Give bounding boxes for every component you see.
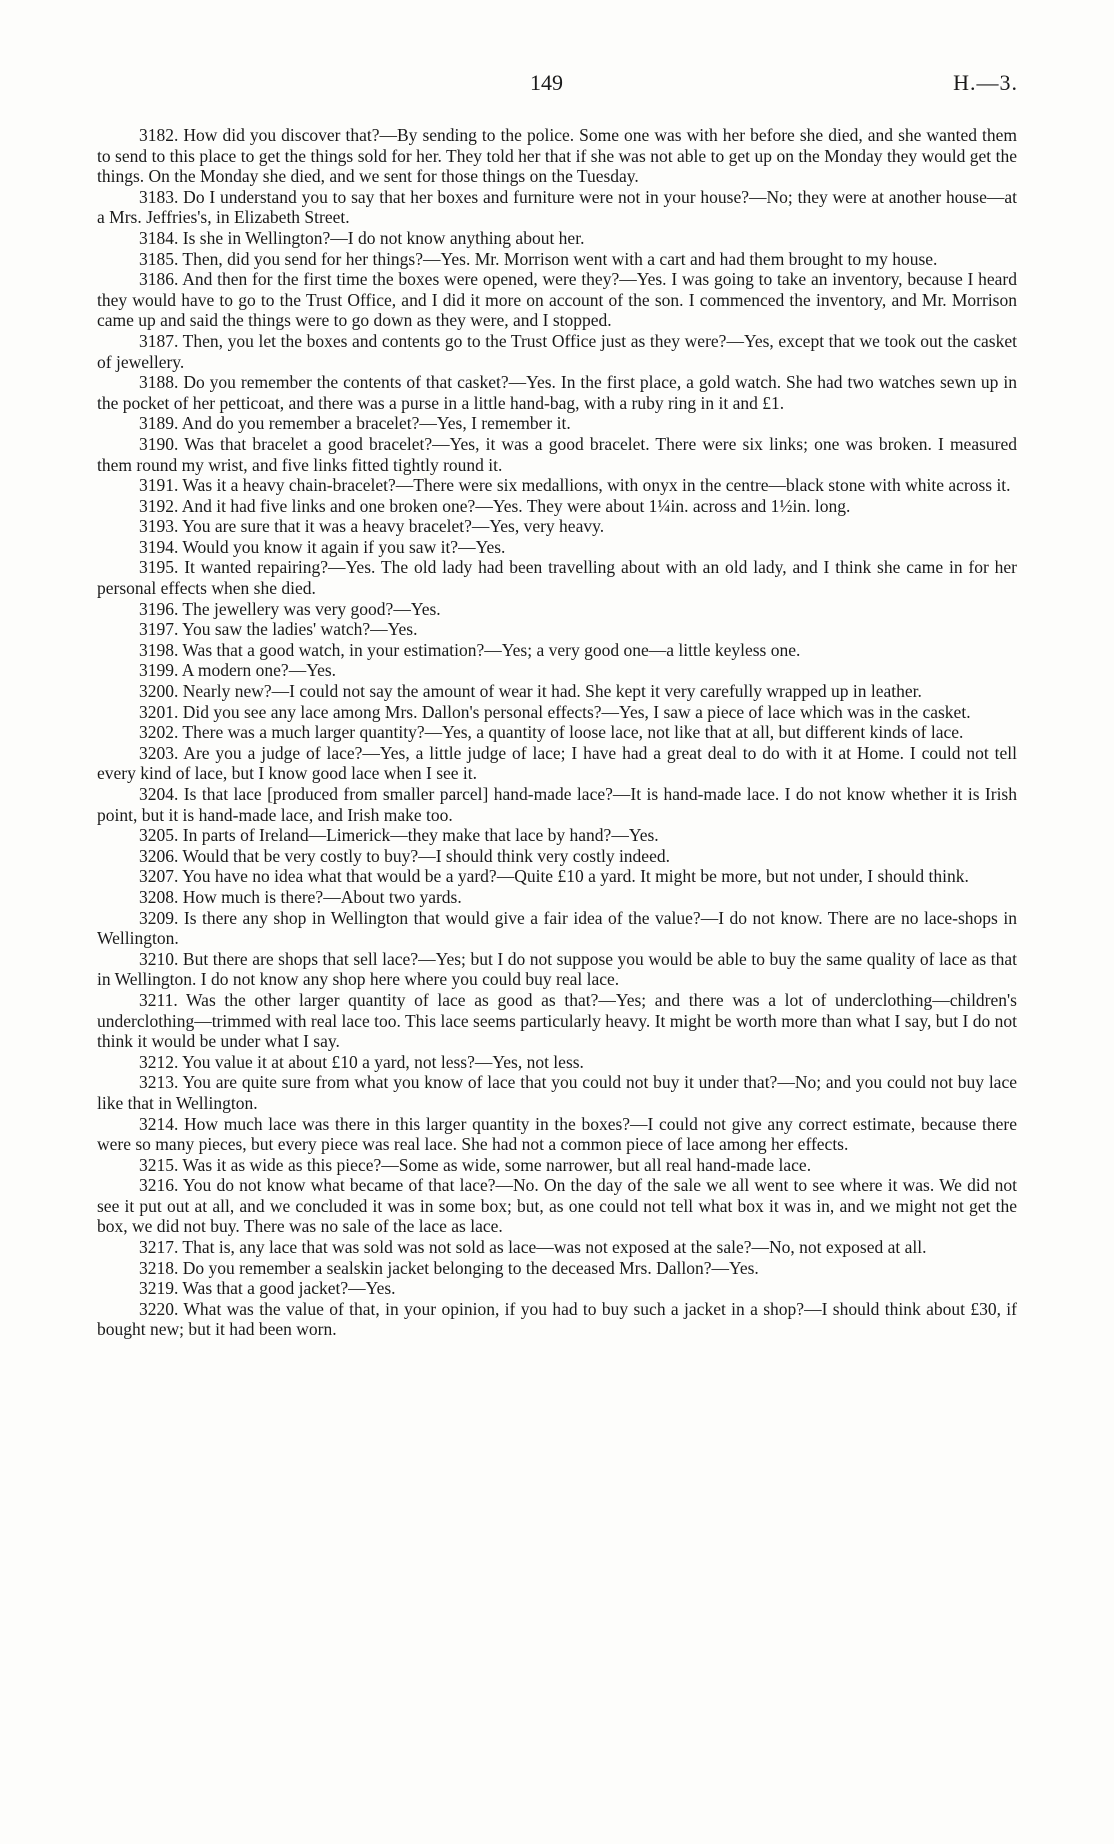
testimony-entry: 3185. Then, did you send for her things?—Yes. Mr. Morrison went with a cart and had them brought to my house. (139, 248, 938, 269)
testimony-entry: 3192. And it had five links and one broken one?—Yes. They were about 1¼in. across and 1½in. long. (139, 495, 851, 516)
testimony-entry: 3205. In parts of Ireland—Limerick—they make that lace by hand?—Yes. (139, 825, 659, 846)
testimony-entry: 3197. You saw the ladies' watch?—Yes. (139, 619, 418, 640)
testimony-entry: 3195. It wanted repairing?—Yes. The old lady had been travelling about with an old lady, and I think she came in for her personal effects when she died. (97, 557, 1017, 599)
testimony-entry: 3202. There was a much larger quantity?—Yes, a quantity of loose lace, not like that at all, but different kinds of lace. (139, 722, 964, 743)
testimony-entry: 3204. Is that lace [produced from smaller parcel] hand-made lace?—It is hand-made lace. I do not know whether it is Irish point, but it is hand-made lace, and Irish make too. (97, 784, 1017, 825)
testimony-entry: 3193. You are sure that it was a heavy bracelet?—Yes, very heavy. (139, 516, 605, 537)
testimony-entry: 3214. How much lace was there in this larger quantity in the boxes?—I could not give any correct estimate, because there were so many pieces, but every piece was real lace. She had not a common piece of lace among her effects. (97, 1113, 1017, 1155)
testimony-entry: 3196. The jewellery was very good?—Yes. (139, 598, 441, 619)
testimony-body (97, 125, 1017, 1340)
testimony-entry: 3210. But there are shops that sell lace?—Yes; but I do not suppose you would be able to buy the same quality of lace as that in Wellington. I do not know any shop here where you could buy real lace. (97, 948, 1017, 990)
testimony-entry: 3184. Is she in Wellington?—I do not know anything about her. (139, 227, 585, 248)
testimony-entry: 3201. Did you see any lace among Mrs. Dallon's personal effects?—Yes, I saw a piece of lace which was in the casket. (139, 701, 971, 722)
testimony-entry: 3203. Are you a judge of lace?—Yes, a little judge of lace; I have had a great deal to do with it at Home. I could not tell every kind of lace, but I know good lace when I see it. (97, 742, 1017, 784)
document-reference: H.—3. (953, 70, 1018, 95)
testimony-entry: 3190. Was that bracelet a good bracelet?—Yes, it was a good bracelet. There were six links; one was broken. I measured them round my wrist, and five links fitted tightly round it. (97, 433, 1017, 475)
testimony-entry: 3208. How much is there?—About two yards. (139, 886, 462, 907)
testimony-entry: 3187. Then, you let the boxes and contents go to the Trust Office just as they were?—Yes, except that we took out the casket of jewellery. (97, 330, 1017, 372)
testimony-entry: 3188. Do you remember the contents of that casket?—Yes. In the first place, a gold watch. She had two watches sewn up in the pocket of her petticoat, and there was a purse in a little hand-bag, with a ruby ring in it and £1. (97, 372, 1017, 413)
testimony-entry: 3182. How did you discover that?—By sending to the police. Some one was with her before she died, and she wanted them to send to this place to get the things sold for her. They told her that if she was not able to get up on the Monday they would get the things. On the Monday she died, and we sent for those things on the Tuesday. (97, 125, 1017, 187)
testimony-entry: 3207. You have no idea what that would be a yard?—Quite £10 a yard. It might be more, but not under, I should think. (139, 866, 969, 887)
testimony-entry: 3191. Was it a heavy chain-bracelet?—There were six medallions, with onyx in the centre—black stone with white across it. (139, 475, 1011, 496)
testimony-entry: 3218. Do you remember a sealskin jacket belonging to the deceased Mrs. Dallon?—Yes. (139, 1257, 759, 1278)
testimony-entry: 3206. Would that be very costly to buy?—I should think very costly indeed. (139, 845, 670, 866)
testimony-entry: 3217. That is, any lace that was sold was not sold as lace—was not exposed at the sale?—No, not exposed at all. (139, 1237, 927, 1258)
testimony-entry: 3199. A modern one?—Yes. (139, 660, 337, 681)
testimony-entry: 3198. Was that a good watch, in your estimation?—Yes; a very good one—a little keyless one. (139, 639, 801, 660)
testimony-entry: 3194. Would you know it again if you saw it?—Yes. (139, 536, 506, 557)
testimony-entry: 3219. Was that a good jacket?—Yes. (139, 1278, 396, 1299)
testimony-entry: 3211. Was the other larger quantity of lace as good as that?—Yes; and there was a lot of underclothing—children's underclothing—trimmed with real lace too. This lace seems particularly heavy. It might be worth more than what I say, but I do not think it would be under what I say. (97, 989, 1017, 1052)
testimony-entry: 3213. You are quite sure from what you know of lace that you could not buy it under that?—No; and you could not buy lace like that in Wellington. (97, 1072, 1017, 1113)
testimony-entry: 3220. What was the value of that, in your opinion, if you had to buy such a jacket in a shop?—I should think about £30, if bought new; but it had been worn. (97, 1298, 1017, 1340)
testimony-entry: 3186. And then for the first time the boxes were opened, were they?—Yes. I was going to take an inventory, because I heard they would have to go to the Trust Office, and I did it more on account of the son. I commenced the inventory, and Mr. Morrison came up and said the things were to go down as they were, and I stopped. (97, 269, 1017, 331)
testimony-entry: 3189. And do you remember a bracelet?—Yes, I remember it. (139, 413, 571, 434)
page-header (0, 70, 1114, 100)
testimony-entry: 3212. You value it at about £10 a yard, not less?—Yes, not less. (139, 1051, 584, 1072)
testimony-entry: 3209. Is there any shop in Wellington that would give a fair idea of the value?—I do not know. There are no lace-shops in Wellington. (97, 907, 1017, 949)
testimony-entry: 3215. Was it as wide as this piece?—Some as wide, some narrower, but all real hand-made lace. (139, 1154, 812, 1175)
page-number: 149 (530, 70, 563, 95)
testimony-entry: 3183. Do I understand you to say that her boxes and furniture were not in your house?—No; they were at another house—at a Mrs. Jeffries's, in Elizabeth Street. (97, 186, 1017, 228)
testimony-entry: 3200. Nearly new?—I could not say the amount of wear it had. She kept it very carefully wrapped up in leather. (139, 681, 922, 702)
testimony-entry: 3216. You do not know what became of that lace?—No. On the day of the sale we all went to see where it was. We did not see it put out at all, and we concluded it was in some box; but, as one could not tell what box it was in, and we might not get the box, we did not buy. There was no sale of the lace as lace. (97, 1175, 1017, 1237)
